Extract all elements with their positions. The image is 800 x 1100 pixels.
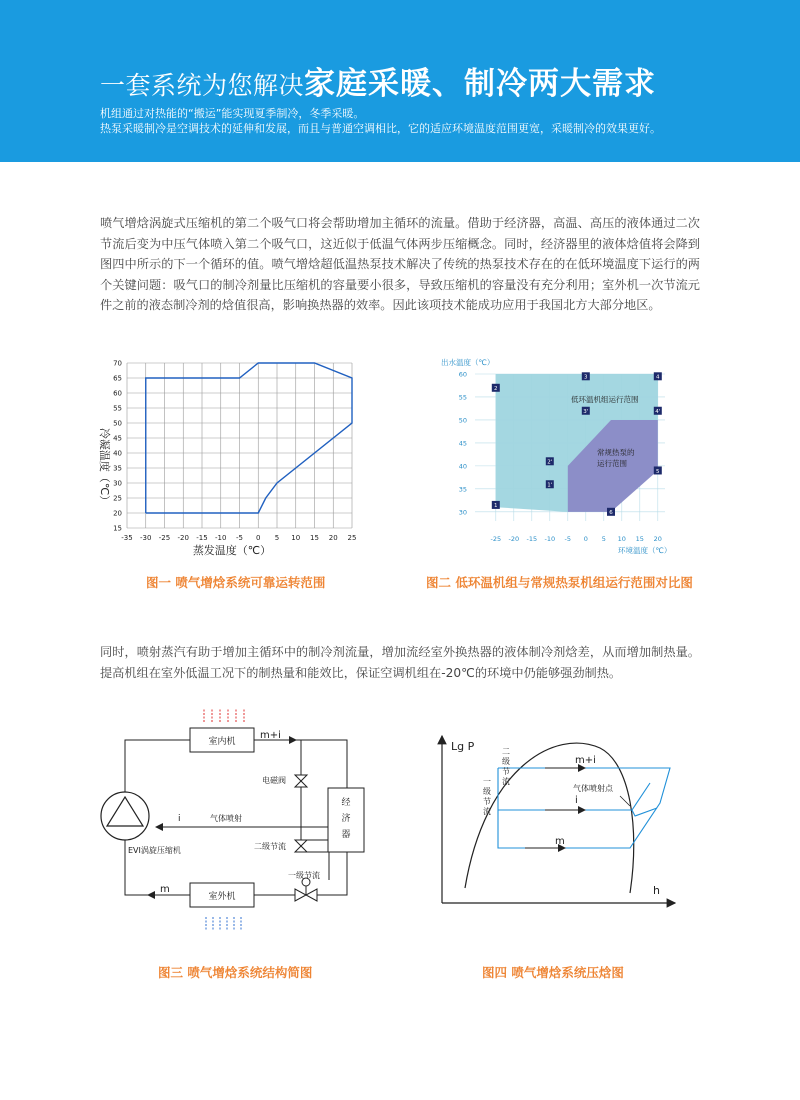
x-tick-label: 10 bbox=[291, 534, 301, 542]
figure-1-caption: 图一 喷气增焓系统可靠运转范围 bbox=[146, 575, 326, 590]
x-tick-label: 0 bbox=[256, 534, 261, 542]
range-marker-label: 3' bbox=[583, 409, 589, 416]
x-tick-label: -30 bbox=[140, 534, 152, 542]
fig1-x-axis-label: 蒸发温度（℃） bbox=[192, 544, 272, 557]
svg-text:节: 节 bbox=[502, 767, 510, 776]
figure-2-caption: 图二 低环温机组与常规热泵机组运行范围对比图 bbox=[426, 575, 693, 590]
x-tick-label: -25 bbox=[158, 534, 171, 542]
fig3-m-plus-i-label: m+i bbox=[260, 730, 281, 741]
fig1-y-ticks bbox=[113, 360, 122, 533]
fig2-y-ticks bbox=[459, 371, 467, 517]
x-tick-label: 15 bbox=[310, 534, 319, 542]
outdoor-unit-label: 室外机 bbox=[208, 892, 236, 902]
x-tick-label: -20 bbox=[508, 535, 520, 543]
header-subtitle-2: 热泵采暖制冷是空调技术的延伸和发展，而且与普通空调相比，它的适应环境温度范围更宽，采暖制冷的效果更好。 bbox=[100, 122, 661, 135]
second-throttle-vertical-label bbox=[502, 747, 510, 786]
title-plain: 一套系统为您解决 bbox=[100, 71, 305, 100]
cycle-lines bbox=[498, 768, 670, 848]
y-tick-label: 40 bbox=[113, 449, 122, 458]
header-banner bbox=[0, 0, 800, 162]
range-marker-label: 1 bbox=[494, 503, 498, 510]
economizer-char-2: 济 bbox=[341, 814, 351, 824]
x-tick-label: -35 bbox=[121, 534, 133, 542]
y-tick-label: 35 bbox=[458, 485, 467, 494]
injection-point-pointer bbox=[620, 796, 630, 806]
body-paragraph-1: 喷气增焓涡旋式压缩机的第二个吸气口将会帮助增加主循环的流量。借助于经济器，高温、高压的液体通过二次节流后变为中压气体喷入第二个吸气口，这近似于低温气体两步压缩概念。同时，经济器里的液体焓值将会降到图四中所示的下一个循环的值。喷气增焓超低温热泵技术解决了传统的热泵技术存在的在低环境温度下运行的两个关键问题：吸气口的制冷剂量比压缩机的容量要小很多，导致压缩机的容量没有充分利用；室外机一次节流元件之前的液态制冷剂的焓值很高，影响换热器的效率。因此该项技术能成功应用于我国北方大部分地区。 bbox=[100, 216, 700, 313]
economizer-char-1: 经 bbox=[341, 798, 351, 808]
x-tick-label: -15 bbox=[196, 534, 208, 542]
y-tick-label: 55 bbox=[113, 404, 122, 413]
fig2-series-2-label: 常规热泵的 bbox=[597, 448, 635, 457]
range-marker-label: 6 bbox=[609, 510, 613, 517]
x-tick-label: 20 bbox=[653, 535, 662, 543]
x-tick-label: -5 bbox=[564, 535, 572, 543]
fig2-x-axis-label: 环境温度（℃） bbox=[618, 546, 672, 555]
fig4-x-axis-label: h bbox=[653, 884, 660, 897]
x-tick-label: 0 bbox=[583, 535, 588, 543]
range-marker-label: 1' bbox=[547, 482, 553, 489]
range-marker-label: 5 bbox=[656, 468, 660, 475]
first-throttle-label: 一级节流 bbox=[288, 871, 320, 880]
fig1-y-axis-label: 冷凝温度（℃） bbox=[98, 427, 111, 507]
title-bold: 家庭采暖、制冷两大需求 bbox=[304, 66, 657, 102]
fig3-i-label: i bbox=[178, 814, 181, 824]
x-tick-label: 5 bbox=[601, 535, 606, 543]
y-tick-label: 40 bbox=[458, 462, 467, 471]
range-marker-label: 2' bbox=[547, 459, 553, 466]
y-tick-label: 65 bbox=[113, 374, 122, 383]
svg-text:节: 节 bbox=[483, 797, 491, 806]
y-tick-label: 60 bbox=[458, 370, 467, 379]
range-marker-label: 3 bbox=[584, 374, 588, 381]
fig4-i-label: i bbox=[575, 795, 578, 806]
x-tick-label: -5 bbox=[236, 534, 243, 542]
x-tick-label: -10 bbox=[544, 535, 556, 543]
fig3-m-label: m bbox=[160, 884, 170, 895]
x-tick-label: 25 bbox=[347, 534, 357, 542]
fig4-y-axis-label: Lg P bbox=[451, 740, 475, 753]
fig2-y-axis-label: 出水温度（℃） bbox=[441, 358, 495, 367]
y-tick-label: 70 bbox=[113, 359, 122, 368]
figure-4-caption: 图四 喷气增焓系统压焓图 bbox=[482, 965, 624, 980]
x-tick-label: 20 bbox=[328, 534, 338, 542]
solenoid-valve-icon bbox=[295, 775, 307, 787]
first-throttle-valve-icon bbox=[295, 878, 317, 901]
header-subtitle-1: 机组通过对热能的“搬运”能实现夏季制冷，冬季采暖。 bbox=[100, 107, 365, 120]
y-tick-label: 55 bbox=[458, 393, 467, 402]
svg-text:流: 流 bbox=[483, 807, 491, 816]
gas-injection-label: 气体喷射 bbox=[210, 814, 242, 823]
second-throttle-label: 二级节流 bbox=[254, 842, 286, 851]
x-tick-label: 10 bbox=[617, 535, 626, 543]
y-tick-label: 45 bbox=[113, 434, 122, 443]
page-title bbox=[100, 58, 656, 103]
y-tick-label: 20 bbox=[113, 509, 122, 518]
second-throttle-valve-icon bbox=[295, 840, 307, 852]
saturation-dome bbox=[465, 743, 634, 893]
svg-text:级: 级 bbox=[483, 787, 491, 796]
y-tick-label: 35 bbox=[113, 464, 122, 473]
fig4-m-label: m bbox=[555, 836, 565, 847]
injection-point-label: 气体喷射点 bbox=[573, 784, 613, 793]
y-tick-label: 30 bbox=[113, 479, 122, 488]
y-tick-label: 30 bbox=[458, 508, 467, 517]
fig2-series-1-label: 低环温机组运行范围 bbox=[571, 395, 639, 404]
fig2-series-2-label-2: 运行范围 bbox=[597, 459, 627, 468]
compressor-label: EVI涡旋压缩机 bbox=[128, 846, 181, 855]
y-tick-label: 45 bbox=[458, 439, 467, 448]
fig4-m-plus-i-label: m+i bbox=[575, 755, 596, 766]
body-paragraph-2: 同时，喷射蒸汽有助于增加主循环中的制冷剂流量，增加流经室外换热器的液体制冷剂焓差，从而增加制热量。提高机组在室外低温工况下的制热量和能效比，保证空调机组在-20℃的环境中仍能够强劲制热。 bbox=[100, 645, 700, 680]
figure-1-chart bbox=[92, 355, 372, 560]
svg-text:流: 流 bbox=[502, 777, 510, 786]
x-tick-label: 5 bbox=[274, 534, 280, 542]
y-tick-label: 15 bbox=[113, 524, 122, 533]
x-tick-label: 15 bbox=[635, 535, 644, 543]
solenoid-valve-label: 电磁阀 bbox=[262, 776, 286, 785]
range-marker-label: 2 bbox=[494, 386, 498, 393]
x-tick-label: -20 bbox=[177, 534, 189, 542]
outdoor-cold-arrows bbox=[206, 917, 241, 931]
x-tick-label: -15 bbox=[526, 535, 538, 543]
figure-2-chart bbox=[425, 356, 685, 561]
y-tick-label: 25 bbox=[113, 494, 122, 503]
compressor-circle bbox=[101, 792, 149, 840]
fig1-x-ticks bbox=[121, 534, 356, 542]
figure-3-caption: 图三 喷气增焓系统结构简图 bbox=[158, 965, 313, 980]
figure-3-diagram bbox=[90, 700, 380, 940]
y-tick-label: 50 bbox=[458, 416, 467, 425]
indoor-unit-label: 室内机 bbox=[208, 737, 236, 747]
economizer-char-3: 器 bbox=[341, 830, 351, 840]
fig2-x-ticks bbox=[490, 535, 661, 543]
figure-4-diagram bbox=[425, 728, 685, 913]
indoor-heat-arrows bbox=[204, 708, 244, 722]
range-marker-label: 4 bbox=[656, 374, 660, 381]
first-throttle-vertical-label bbox=[483, 777, 491, 816]
x-tick-label: -25 bbox=[490, 535, 502, 543]
svg-text:二: 二 bbox=[502, 747, 510, 756]
fig1-grid bbox=[127, 363, 352, 528]
y-tick-label: 50 bbox=[113, 419, 122, 428]
y-tick-label: 60 bbox=[113, 389, 122, 398]
x-tick-label: -10 bbox=[215, 534, 227, 542]
svg-text:级: 级 bbox=[502, 757, 510, 766]
svg-text:一: 一 bbox=[483, 777, 491, 786]
range-marker-label: 4' bbox=[655, 409, 661, 416]
